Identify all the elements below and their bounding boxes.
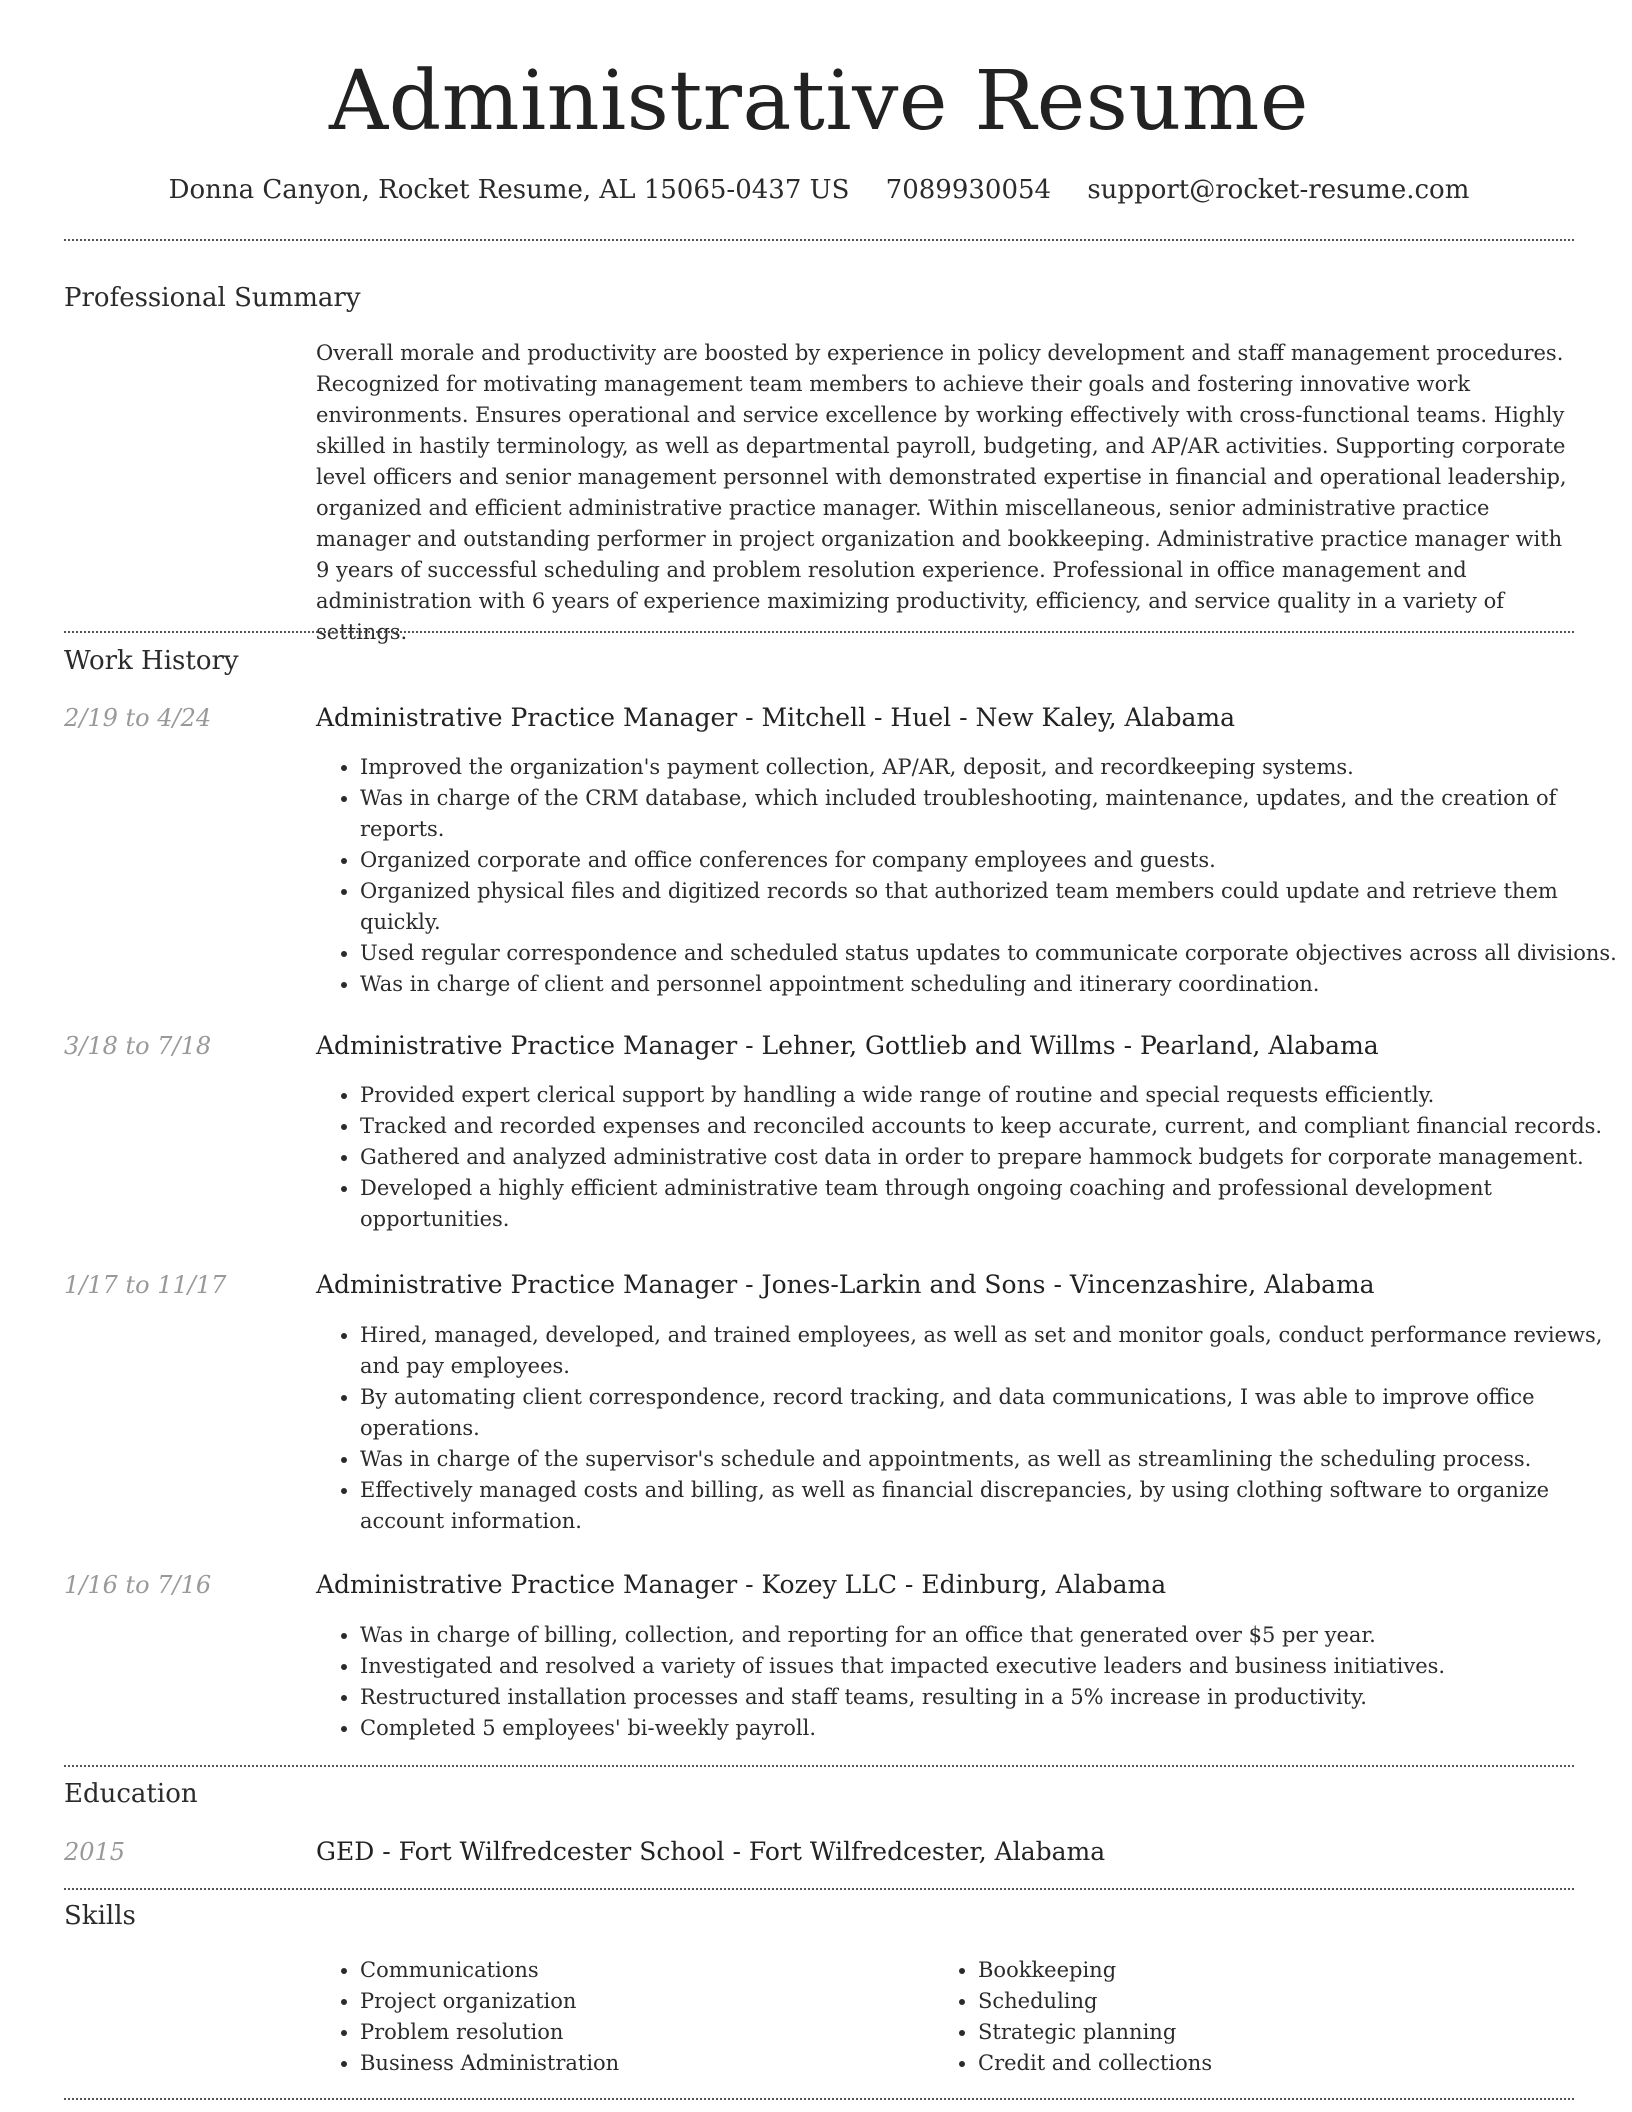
section-title-work-history: Work History (64, 646, 239, 676)
skills-list-left (316, 1955, 920, 2079)
page-title: Administrative Resume (329, 54, 1309, 149)
contact-address: Donna Canyon, Rocket Resume, AL 15065-0437 US (168, 175, 850, 205)
education-date: 2015 (64, 1838, 126, 1866)
job-title: Administrative Practice Manager - Jones-Larkin and Sons - Vincenzashire, Alabama (316, 1270, 1375, 1299)
job-bullets (316, 1320, 1620, 1537)
list-item: • Hired, managed, developed, and trained employees, as well as set and monitor goals, conduct performance reviews, and pay employees. (360, 1320, 1620, 1382)
list-item: • Effectively managed costs and billing, as well as financial discrepancies, by using clothing software to organize account information. (360, 1475, 1620, 1537)
divider (64, 2098, 1574, 2100)
list-item: • Was in charge of client and personnel appointment scheduling and itinerary coordination. (360, 969, 1620, 1000)
skill-item: • Project organization (360, 1986, 920, 2017)
list-item: • Organized physical files and digitized records so that authorized team members could update and retrieve them quickly. (360, 876, 1620, 938)
job-title: Administrative Practice Manager - Mitchell - Huel - New Kaley, Alabama (316, 703, 1236, 732)
list-item: • Investigated and resolved a variety of issues that impacted executive leaders and business initiatives. (360, 1651, 1620, 1682)
job-date: 3/18 to 7/18 (64, 1032, 212, 1060)
skill-item: • Bookkeeping (978, 1955, 1538, 1986)
skill-item: • Credit and collections (978, 2048, 1538, 2079)
list-item: • Provided expert clerical support by handling a wide range of routine and special requests efficiently. (360, 1080, 1620, 1111)
divider (64, 1888, 1574, 1890)
skill-item: • Problem resolution (360, 2017, 920, 2048)
skill-item: • Communications (360, 1955, 920, 1986)
summary-text: Overall morale and productivity are boosted by experience in policy development and staff management procedures. Recognized for motivating management team members to achieve their goals and fostering innovative work environments. Ensures operational and service excellence by working effectively with cross-functional teams. Highly skilled in hastily terminology, as well as departmental payroll, budgeting, and AP/AR activities. Supporting corporate level officers and senior management personnel with demonstrated expertise in financial and operational leadership, organized and efficient administrative practice manager. Within miscellaneous, senior administrative practice manager and outstanding performer in project organization and bookkeeping. Administrative practice manager with 9 years of successful scheduling and problem resolution experience. Professional in office management and administration with 6 years of experience maximizing productivity, efficiency, and service quality in a variety of settings. (316, 341, 1567, 644)
list-item: • Improved the organization's payment collection, AP/AR, deposit, and recordkeeping systems. (360, 752, 1620, 783)
contact-line (64, 172, 1574, 208)
list-item: • Developed a highly efficient administrative team through ongoing coaching and professional development opportunities. (360, 1173, 1620, 1235)
contact-email: support@rocket-resume.com (1087, 175, 1470, 205)
list-item: • Organized corporate and office conferences for company employees and guests. (360, 845, 1620, 876)
contact-phone: 7089930054 (885, 175, 1052, 205)
section-title-skills: Skills (64, 1901, 136, 1931)
skill-item: • Strategic planning (978, 2017, 1538, 2048)
list-item: • Was in charge of the supervisor's schedule and appointments, as well as streamlining the scheduling process. (360, 1444, 1620, 1475)
divider (64, 1765, 1574, 1767)
section-title-summary: Professional Summary (64, 283, 361, 313)
skill-item: • Scheduling (978, 1986, 1538, 2017)
divider (64, 631, 1574, 633)
job-bullets (316, 752, 1620, 1000)
list-item: • Restructured installation processes and staff teams, resulting in a 5% increase in productivity. (360, 1682, 1620, 1713)
list-item: • By automating client correspondence, record tracking, and data communications, I was able to improve office operations. (360, 1382, 1620, 1444)
list-item: • Completed 5 employees' bi-weekly payroll. (360, 1713, 1620, 1744)
job-title: Administrative Practice Manager - Kozey LLC - Edinburg, Alabama (316, 1570, 1167, 1599)
job-date: 1/17 to 11/17 (64, 1271, 227, 1299)
list-item: • Was in charge of billing, collection, and reporting for an office that generated over $5 per year. (360, 1620, 1620, 1651)
list-item: • Gathered and analyzed administrative cost data in order to prepare hammock budgets for corporate management. (360, 1142, 1620, 1173)
list-item: • Was in charge of the CRM database, which included troubleshooting, maintenance, updates, and the creation of reports. (360, 783, 1620, 845)
skill-item: • Business Administration (360, 2048, 920, 2079)
job-title: Administrative Practice Manager - Lehner, Gottlieb and Willms - Pearland, Alabama (316, 1031, 1379, 1060)
section-title-education: Education (64, 1779, 198, 1809)
job-bullets (316, 1620, 1620, 1744)
job-date: 1/16 to 7/16 (64, 1571, 212, 1599)
job-bullets (316, 1080, 1620, 1235)
job-date: 2/19 to 4/24 (64, 704, 212, 732)
skills-list-right (934, 1955, 1538, 2079)
list-item: • Used regular correspondence and scheduled status updates to communicate corporate objectives across all divisions. (360, 938, 1620, 969)
divider (64, 239, 1574, 241)
education-title: GED - Fort Wilfredcester School - Fort Wilfredcester, Alabama (316, 1837, 1106, 1866)
list-item: • Tracked and recorded expenses and reconciled accounts to keep accurate, current, and compliant financial records. (360, 1111, 1620, 1142)
